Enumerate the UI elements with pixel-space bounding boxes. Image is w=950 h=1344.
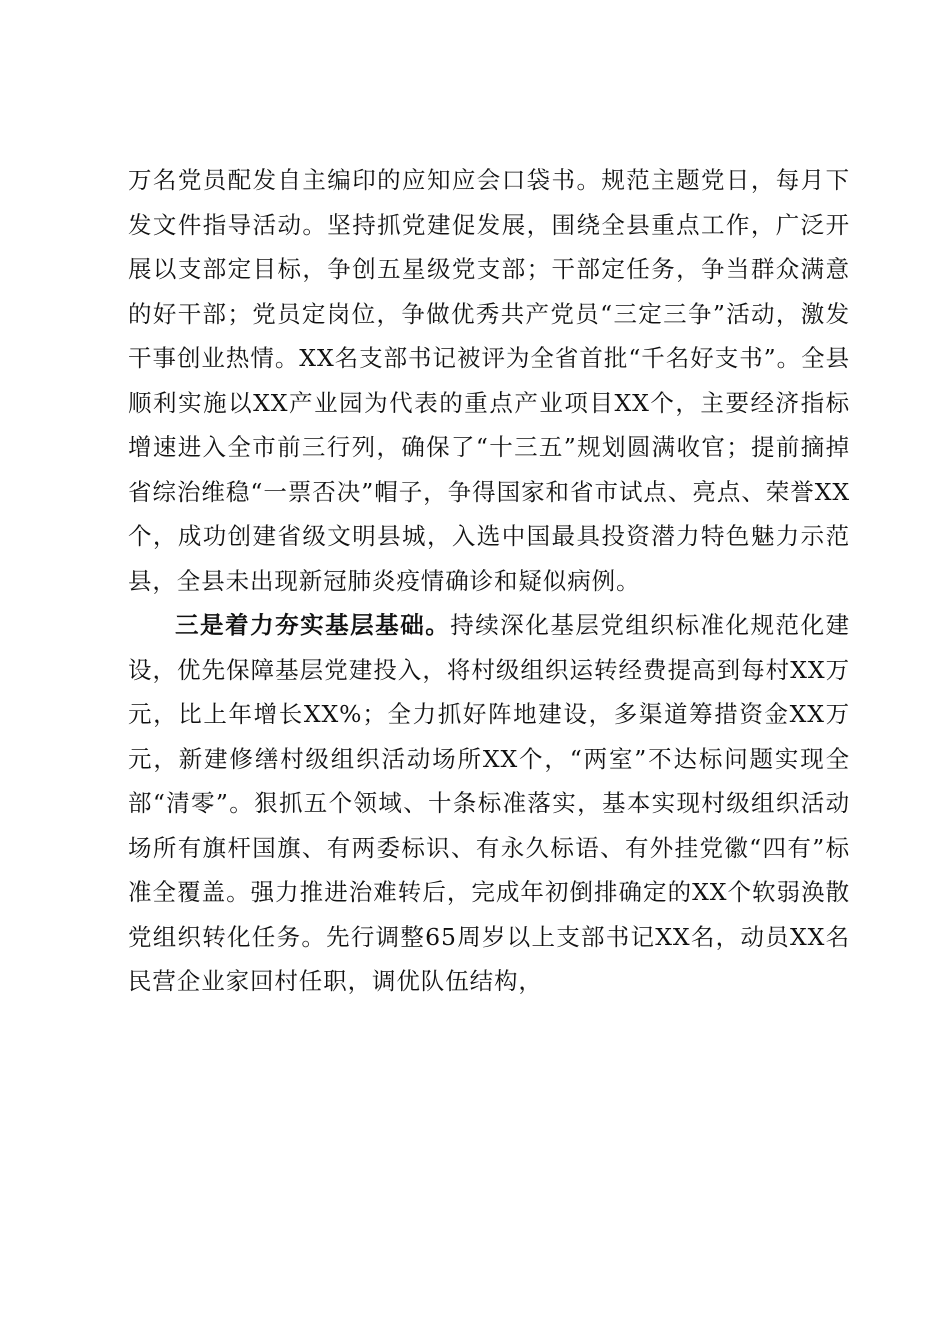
paragraph-section-three xyxy=(128,603,850,1004)
paragraph-text: 万名党员配发自主编印的应知应会口袋书。规范主题党日，每月下发文件指导活动。坚持抓党建促发展，围绕全县重点工作，广泛开展以支部定目标，争创五星级党支部；干部定任务，争当群众满意的好干部；党员定岗位，争做优秀共产党员“三定三争”活动，激发干事创业热情。XX名支部书记被评为全省首批“千名好支书”。全县顺利实施以XX产业园为代表的重点产业项目XX个，主要经济指标增速进入全市前三行列，确保了“十三五”规划圆满收官；提前摘掉省综治维稳“一票否决”帽子，争得国家和省市试点、亮点、荣誉XX个，成功创建省级文明县城，入选中国最具投资潜力特色魅力示范县，全县未出现新冠肺炎疫情确诊和疑似病例。 xyxy=(128,166,850,595)
paragraph-continued xyxy=(128,158,850,603)
paragraph-text: 持续深化基层党组织标准化规范化建设，优先保障基层党建投入，将村级组织运转经费提高到每村XX万元，比上年增长XX%；全力抓好阵地建设，多渠道筹措资金XX万元，新建修缮村级组织活动场所XX个，“两室”不达标问题实现全部“清零”。狠抓五个领域、十条标准落实，基本实现村级组织活动场所有旗杆国旗、有两委标识、有永久标语、有外挂党徽“四有”标准全覆盖。强力推进治难转后，完成年初倒排确定的XX个软弱涣散党组织转化任务。先行调整65周岁以上支部书记XX名，动员XX名民营企业家回村任职，调优队伍结构， xyxy=(128,611,850,995)
paragraph-lead-heading: 三是着力夯实基层基础。 xyxy=(175,611,451,639)
document-body xyxy=(128,158,850,1004)
